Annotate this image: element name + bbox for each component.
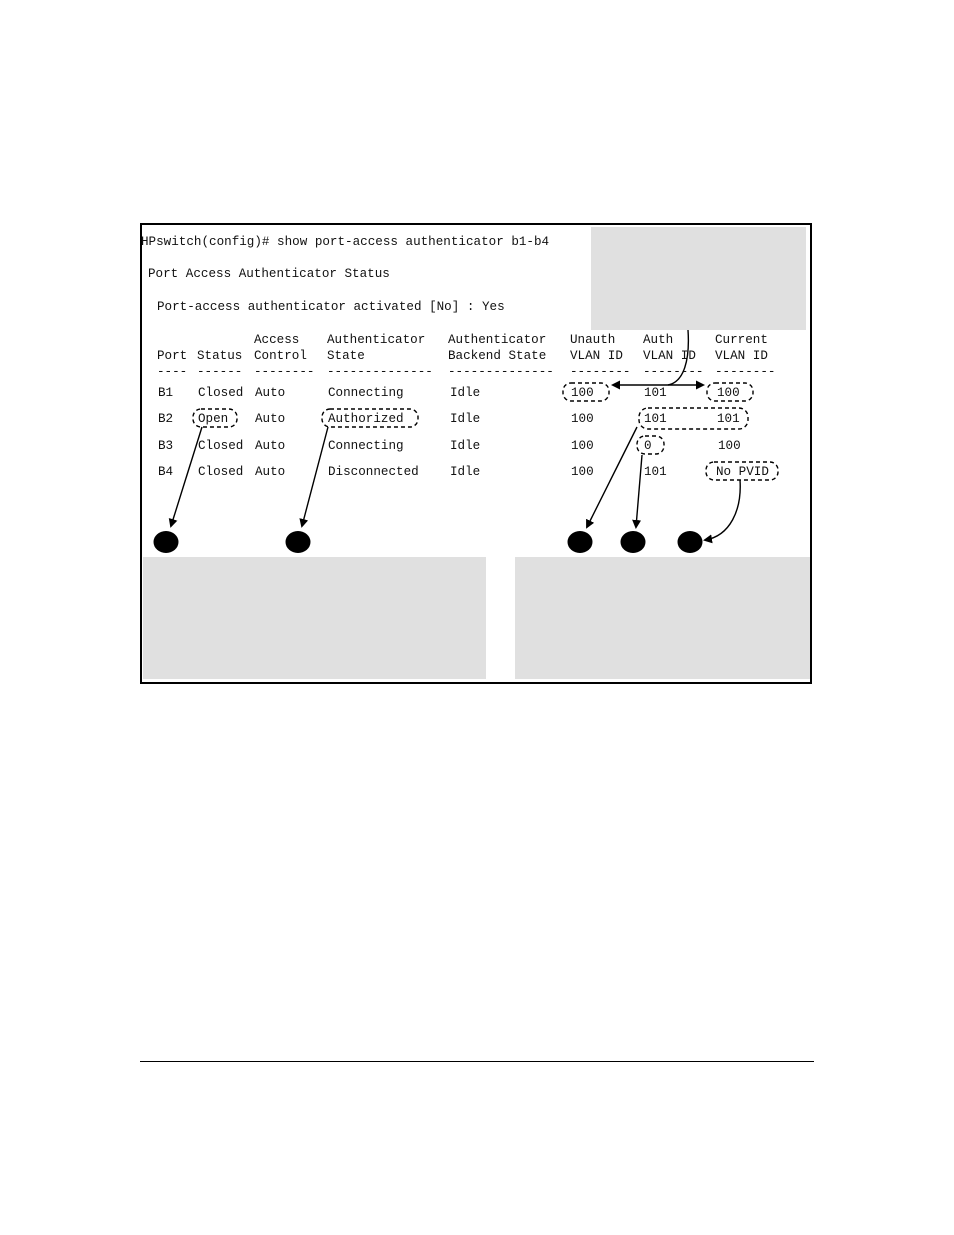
table-row-b4-backend: Idle xyxy=(450,465,481,479)
table-row-b2-unauth: 100 xyxy=(571,412,594,426)
col-header-access: Access xyxy=(254,333,300,347)
table-row-b1-state: Connecting xyxy=(328,386,404,400)
table-row-b2-current: 101 xyxy=(717,412,740,426)
table-row-b2-backend: Idle xyxy=(450,412,481,426)
col-header-auth-vlan: Auth xyxy=(643,333,674,347)
col-header-auth-backend: Authenticator xyxy=(448,333,547,347)
table-row-b1-backend: Idle xyxy=(450,386,481,400)
table-row-b1-status: Closed xyxy=(198,386,244,400)
activated-line: Port-access authenticator activated [No] : Yes xyxy=(157,300,505,314)
table-row-b4-port: B4 xyxy=(158,465,174,479)
col-header-current: Current xyxy=(715,333,768,347)
col-rule-current: -------- xyxy=(715,365,776,379)
table-row-b3-port: B3 xyxy=(158,439,174,453)
table-row-b2-state: Authorized xyxy=(328,412,404,426)
col-header-auth-vlan-id: VLAN ID xyxy=(643,349,696,363)
col-header-backend-state: Backend State xyxy=(448,349,547,363)
col-rule-state: -------------- xyxy=(327,365,433,379)
callout-box-bottom-left xyxy=(143,557,486,679)
callout-box-top-right xyxy=(591,227,806,330)
table-row-b4-current: No PVID xyxy=(716,465,769,479)
table-row-b3-status: Closed xyxy=(198,439,244,453)
col-rule-status: ------ xyxy=(197,365,243,379)
table-row-b4-auth: 101 xyxy=(644,465,667,479)
table-row-b2-auth: 101 xyxy=(644,412,667,426)
table-row-b4-state: Disconnected xyxy=(328,465,419,479)
col-header-auth-state: Authenticator xyxy=(327,333,426,347)
col-header-current-vlan-id: VLAN ID xyxy=(715,349,768,363)
callout-box-bottom-right xyxy=(515,557,810,679)
col-header-unauth-vlan-id: VLAN ID xyxy=(570,349,623,363)
table-row-b1-current: 100 xyxy=(717,386,740,400)
col-rule-control: -------- xyxy=(254,365,315,379)
table-row-b1-control: Auto xyxy=(255,386,286,400)
table-row-b3-unauth: 100 xyxy=(571,439,594,453)
table-row-b3-control: Auto xyxy=(255,439,286,453)
table-row-b3-state: Connecting xyxy=(328,439,404,453)
status-title: Port Access Authenticator Status xyxy=(148,267,390,281)
col-header-status: Status xyxy=(197,349,243,363)
col-header-port: Port xyxy=(157,349,188,363)
cli-command: HPswitch(config)# show port-access authenticator b1-b4 xyxy=(141,235,550,249)
col-rule-unauth: -------- xyxy=(570,365,631,379)
table-row-b1-auth: 101 xyxy=(644,386,667,400)
col-header-unauth: Unauth xyxy=(570,333,616,347)
col-header-control: Control xyxy=(254,349,307,363)
table-row-b3-backend: Idle xyxy=(450,439,481,453)
table-row-b3-auth: 0 xyxy=(644,439,652,453)
col-rule-auth: -------- xyxy=(643,365,704,379)
table-row-b2-port: B2 xyxy=(158,412,174,426)
table-row-b2-control: Auto xyxy=(255,412,286,426)
table-row-b4-unauth: 100 xyxy=(571,465,594,479)
table-row-b1-unauth: 100 xyxy=(571,386,594,400)
col-header-state: State xyxy=(327,349,365,363)
table-row-b4-control: Auto xyxy=(255,465,286,479)
col-rule-backend: -------------- xyxy=(448,365,554,379)
table-row-b1-port: B1 xyxy=(158,386,174,400)
footer-rule xyxy=(140,1061,814,1062)
col-rule-port: ---- xyxy=(157,365,188,379)
table-row-b3-current: 100 xyxy=(718,439,741,453)
table-row-b4-status: Closed xyxy=(198,465,244,479)
table-row-b2-status: Open xyxy=(198,412,229,426)
